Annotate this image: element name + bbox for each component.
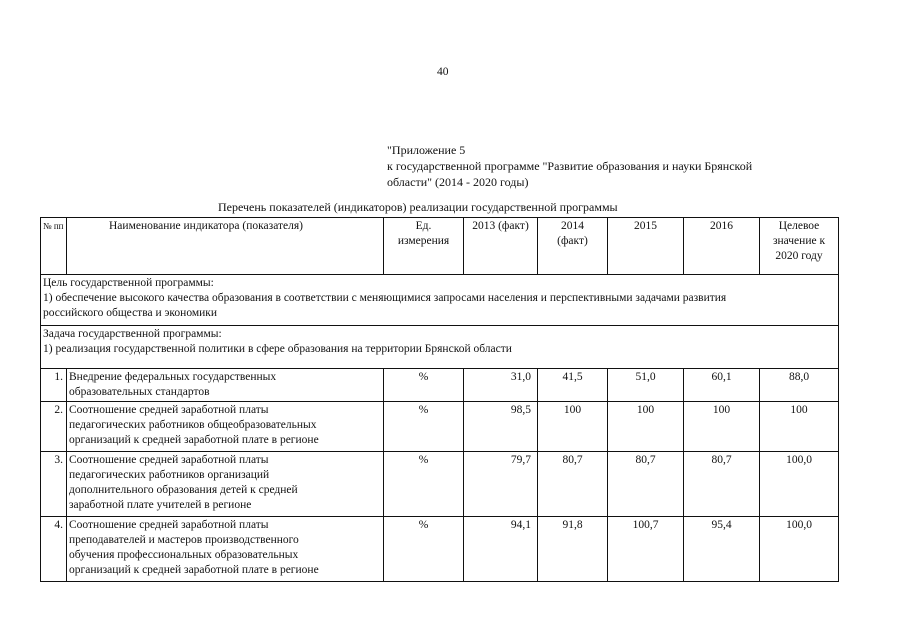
row-target: 100,0 [760, 517, 839, 582]
page-number: 40 [437, 66, 449, 78]
header-2016: 2016 [684, 218, 760, 275]
row-name-line: заработной плате учителей в регионе [69, 499, 252, 511]
row-2014: 91,8 [538, 517, 608, 582]
row-2013: 94,1 [464, 517, 538, 582]
indicators-table [40, 217, 839, 582]
header-unit-line-2: измерения [397, 235, 450, 247]
row-name-line: Соотношение средней заработной платы [69, 404, 269, 416]
row-name-line: Внедрение федеральных государственных [69, 371, 277, 383]
table-header-row [41, 218, 839, 275]
row-name-line: Соотношение средней заработной платы [69, 454, 269, 466]
row-2015: 100 [608, 402, 684, 452]
table-title: Перечень показателей (индикаторов) реализации государственной программы [218, 200, 618, 214]
header-unit [384, 218, 464, 275]
header-unit-line-1: Ед. [415, 220, 432, 232]
header-2015: 2015 [608, 218, 684, 275]
row-name-line: образовательных стандартов [69, 386, 210, 398]
goal-row [41, 275, 839, 326]
row-num: 3. [41, 452, 67, 517]
row-name-line: педагогических работников организаций [69, 469, 270, 481]
row-2014: 41,5 [538, 369, 608, 402]
table-row [41, 452, 839, 517]
header-target-line-3: 2020 году [775, 250, 823, 262]
task-cell [41, 326, 839, 369]
row-2016: 95,4 [684, 517, 760, 582]
row-name-line: организаций к средней заработной плате в регионе [69, 564, 319, 576]
table-row [41, 402, 839, 452]
row-2016: 100 [684, 402, 760, 452]
appendix-line-3: области" (2014 - 2020 годы) [387, 175, 529, 189]
row-target: 100,0 [760, 452, 839, 517]
row-unit: % [384, 369, 464, 402]
row-2013: 98,5 [464, 402, 538, 452]
row-2013: 79,7 [464, 452, 538, 517]
row-name-line: педагогических работников общеобразовательных [69, 419, 317, 431]
row-unit: % [384, 452, 464, 517]
row-2015: 100,7 [608, 517, 684, 582]
table-row [41, 369, 839, 402]
goal-line-2: 1) обеспечение высокого качества образования в соответствии с меняющимися запросами населения и перспективными задачами развития [43, 292, 727, 304]
row-name-line: Соотношение средней заработной платы [69, 519, 269, 531]
header-target-line-1: Целевое [778, 220, 820, 232]
row-name [67, 452, 384, 517]
goal-line-1: Цель государственной программы: [43, 277, 214, 289]
row-name [67, 369, 384, 402]
row-2014: 80,7 [538, 452, 608, 517]
header-num: № пп [41, 218, 67, 275]
header-2013: 2013 (факт) [464, 218, 538, 275]
row-2016: 60,1 [684, 369, 760, 402]
row-unit: % [384, 517, 464, 582]
appendix-line-1: "Приложение 5 [387, 143, 466, 157]
row-name-line: обучения профессиональных образовательных [69, 549, 299, 561]
appendix-note [387, 142, 752, 190]
header-name: Наименование индикатора (показателя) [67, 218, 384, 275]
row-unit: % [384, 402, 464, 452]
task-line-1: Задача государственной программы: [43, 328, 222, 340]
row-target: 88,0 [760, 369, 839, 402]
header-2014 [538, 218, 608, 275]
row-2015: 51,0 [608, 369, 684, 402]
row-name-line: преподавателей и мастеров производственного [69, 534, 299, 546]
row-name [67, 402, 384, 452]
header-target [760, 218, 839, 275]
row-target: 100 [760, 402, 839, 452]
row-name [67, 517, 384, 582]
row-name-line: дополнительного образования детей к средней [69, 484, 298, 496]
row-num: 4. [41, 517, 67, 582]
row-num: 1. [41, 369, 67, 402]
task-line-2: 1) реализация государственной политики в сфере образования на территории Брянской области [43, 343, 512, 355]
row-2013: 31,0 [464, 369, 538, 402]
table-row [41, 517, 839, 582]
header-target-line-2: значение к [772, 235, 826, 247]
appendix-line-2: к государственной программе "Развитие образования и науки Брянской [387, 159, 753, 173]
row-2014: 100 [538, 402, 608, 452]
header-2014-line-1: 2014 [561, 220, 584, 232]
row-2016: 80,7 [684, 452, 760, 517]
row-name-line: организаций к средней заработной плате в регионе [69, 434, 319, 446]
row-num: 2. [41, 402, 67, 452]
row-2015: 80,7 [608, 452, 684, 517]
goal-cell [41, 275, 839, 326]
task-row [41, 326, 839, 369]
goal-line-3: российского общества и экономики [43, 307, 218, 319]
header-2014-line-2: (факт) [557, 235, 588, 247]
